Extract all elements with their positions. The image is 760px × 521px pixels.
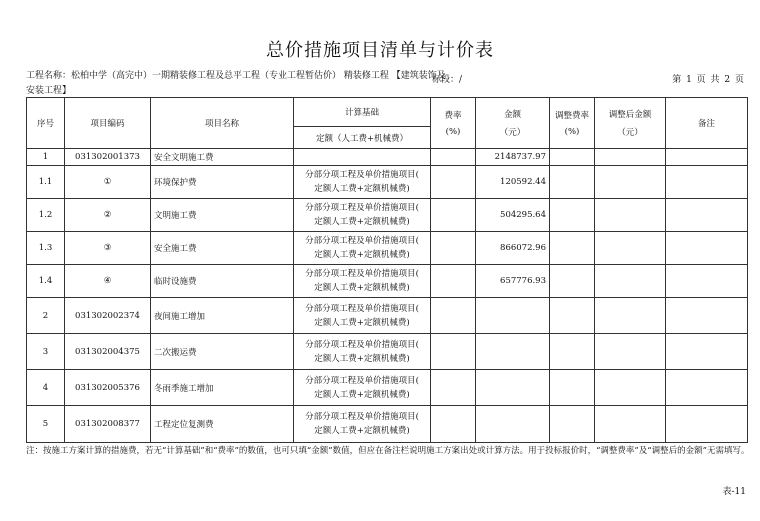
cell-seq: 1.4	[27, 265, 65, 298]
cell-code: 031302004375	[65, 334, 151, 370]
cell-amount	[476, 298, 550, 334]
header-rate	[431, 98, 476, 149]
cell-remark	[666, 406, 748, 443]
project-name: 工程名称：松柏中学（高完中）一期精装修工程及总平工程（专业工程暂估价） 精装修工程 【建筑装饰及安装工程】	[26, 71, 446, 96]
header-adj-amount-label: 调整后金额	[608, 110, 652, 120]
cell-basis-line1: 分部分项工程及单价措施项目(	[305, 339, 419, 350]
footnote: 注：按施工方案计算的措施费，若无“计算基础”和“费率”的数值，也可只填“金额”数值，但应在备注栏说明施工方案出处或计算方法。用于投标报价时，“调整费率”及“调整后的金额”无需填写。	[26, 446, 750, 456]
cell-adj-rate	[550, 265, 595, 298]
table-row	[27, 265, 748, 298]
cell-rate	[431, 406, 476, 443]
header-amount	[476, 98, 550, 149]
cell-name: 二次搬运费	[151, 334, 294, 370]
cell-basis	[294, 199, 431, 232]
cell-code: ③	[65, 232, 151, 265]
cell-basis	[294, 149, 431, 166]
header-name: 项目名称	[151, 98, 294, 149]
cell-code: ①	[65, 166, 151, 199]
cell-rate	[431, 298, 476, 334]
cell-basis-line1: 分部分项工程及单价措施项目(	[305, 412, 419, 422]
cell-basis-line2: 定额人工费+定额机械费)	[314, 184, 410, 194]
cell-remark	[666, 265, 748, 298]
cell-name: 安全文明施工费	[151, 149, 294, 166]
cell-basis-line1: 分部分项工程及单价措施项目(	[305, 236, 419, 246]
cell-amount: 866072.96	[476, 232, 550, 265]
cell-rate	[431, 199, 476, 232]
cell-adj-amount	[595, 334, 666, 370]
cell-adj-rate	[550, 232, 595, 265]
cell-remark	[666, 232, 748, 265]
table-row	[27, 232, 748, 265]
header-adj-rate-label: 调整费率	[554, 111, 589, 121]
header-basis-sub: 定额（人工费+机械费）	[294, 127, 431, 149]
cell-amount	[476, 406, 550, 443]
cell-basis	[294, 265, 431, 298]
header-remark: 备注	[666, 98, 748, 149]
cell-basis	[294, 370, 431, 406]
cell-basis	[294, 166, 431, 199]
cell-basis-line1: 分部分项工程及单价措施项目(	[305, 375, 419, 386]
cell-seq: 4	[27, 370, 65, 406]
cell-adj-rate	[550, 370, 595, 406]
cell-remark	[666, 370, 748, 406]
cell-basis-line1: 分部分项工程及单价措施项目(	[305, 203, 419, 213]
cell-adj-rate	[550, 166, 595, 199]
cell-basis	[294, 406, 431, 443]
cell-name: 冬雨季施工增加	[151, 370, 294, 406]
cell-seq: 2	[27, 298, 65, 334]
cell-name: 工程定位复测费	[151, 406, 294, 443]
cell-code: 031302008377	[65, 406, 151, 443]
cell-rate	[431, 232, 476, 265]
cell-remark	[666, 149, 748, 166]
cell-adj-amount	[595, 232, 666, 265]
cell-adj-rate	[550, 406, 595, 443]
cell-seq: 5	[27, 406, 65, 443]
cell-adj-rate	[550, 149, 595, 166]
cell-rate	[431, 265, 476, 298]
cell-basis-line2: 定额人工费+定额机械费)	[314, 389, 410, 400]
page-title: 总价措施项目清单与计价表	[266, 40, 494, 61]
cell-amount: 657776.93	[476, 265, 550, 298]
cell-adj-amount	[595, 149, 666, 166]
cell-basis-line2: 定额人工费+定额机械费)	[314, 426, 410, 436]
header-amount-label: 金额	[503, 110, 521, 120]
cell-name: 文明施工费	[151, 199, 294, 232]
cell-adj-amount	[595, 166, 666, 199]
cell-rate	[431, 166, 476, 199]
cell-basis-line2: 定额人工费+定额机械费)	[314, 317, 410, 328]
cell-adj-rate	[550, 334, 595, 370]
header-adj-amount-unit: （元）	[617, 128, 643, 138]
table-row	[27, 298, 748, 334]
cell-basis-line1: 分部分项工程及单价措施项目(	[305, 170, 419, 180]
cell-name: 夜间施工增加	[151, 298, 294, 334]
measures-table	[26, 97, 748, 443]
table-row	[27, 199, 748, 232]
header-amount-unit: （元）	[499, 128, 526, 138]
cell-adj-amount	[595, 265, 666, 298]
header-rate-unit: (%)	[445, 127, 461, 137]
cell-seq: 1.3	[27, 232, 65, 265]
cell-remark	[666, 334, 748, 370]
cell-basis	[294, 232, 431, 265]
table-row	[27, 166, 748, 199]
table-row	[27, 149, 748, 166]
cell-adj-amount	[595, 199, 666, 232]
cell-seq: 1.1	[27, 166, 65, 199]
cell-code: 031302002374	[65, 298, 151, 334]
cell-seq: 1.2	[27, 199, 65, 232]
table-row	[27, 334, 748, 370]
cell-code: 031302001373	[65, 149, 151, 166]
header-rate-label: 费率	[444, 111, 462, 121]
cell-basis-line2: 定额人工费+定额机械费)	[314, 283, 410, 293]
cell-basis-line1: 分部分项工程及单价措施项目(	[305, 303, 419, 314]
cell-code: ②	[65, 199, 151, 232]
page-info: 第 1 页 共 2 页	[672, 75, 744, 85]
cell-rate	[431, 370, 476, 406]
header-code: 项目编码	[65, 98, 151, 149]
cell-seq: 3	[27, 334, 65, 370]
cell-seq: 1	[27, 149, 65, 166]
cell-code: ④	[65, 265, 151, 298]
cell-name: 环境保护费	[151, 166, 294, 199]
cell-adj-amount	[595, 298, 666, 334]
cell-amount	[476, 370, 550, 406]
cell-adj-rate	[550, 298, 595, 334]
table-number: 表-11	[722, 487, 746, 497]
cell-basis	[294, 334, 431, 370]
cell-code: 031302005376	[65, 370, 151, 406]
table-row	[27, 406, 748, 443]
cell-adj-rate	[550, 199, 595, 232]
header-adj-rate	[550, 98, 595, 149]
cell-remark	[666, 199, 748, 232]
header-seq: 序号	[27, 98, 65, 149]
cell-adj-amount	[595, 370, 666, 406]
cell-basis	[294, 298, 431, 334]
cell-amount	[476, 334, 550, 370]
cell-basis-line2: 定额人工费+定额机械费)	[314, 217, 410, 227]
section-label: 标段：/	[432, 75, 463, 85]
cell-amount: 120592.44	[476, 166, 550, 199]
header-adj-rate-unit: (%)	[564, 127, 580, 137]
cell-adj-amount	[595, 406, 666, 443]
cell-rate	[431, 334, 476, 370]
cell-amount: 2148737.97	[476, 149, 550, 166]
cell-rate	[431, 149, 476, 166]
cell-amount: 504295.64	[476, 199, 550, 232]
cell-basis-line1: 分部分项工程及单价措施项目(	[305, 269, 419, 279]
header-adj-amount	[595, 98, 666, 149]
table-row	[27, 370, 748, 406]
cell-basis-line2: 定额人工费+定额机械费)	[314, 250, 410, 260]
cell-remark	[666, 166, 748, 199]
cell-basis-line2: 定额人工费+定额机械费)	[314, 353, 410, 364]
header-basis: 计算基础	[294, 98, 431, 127]
cell-name: 安全施工费	[151, 232, 294, 265]
cell-remark	[666, 298, 748, 334]
cell-name: 临时设施费	[151, 265, 294, 298]
